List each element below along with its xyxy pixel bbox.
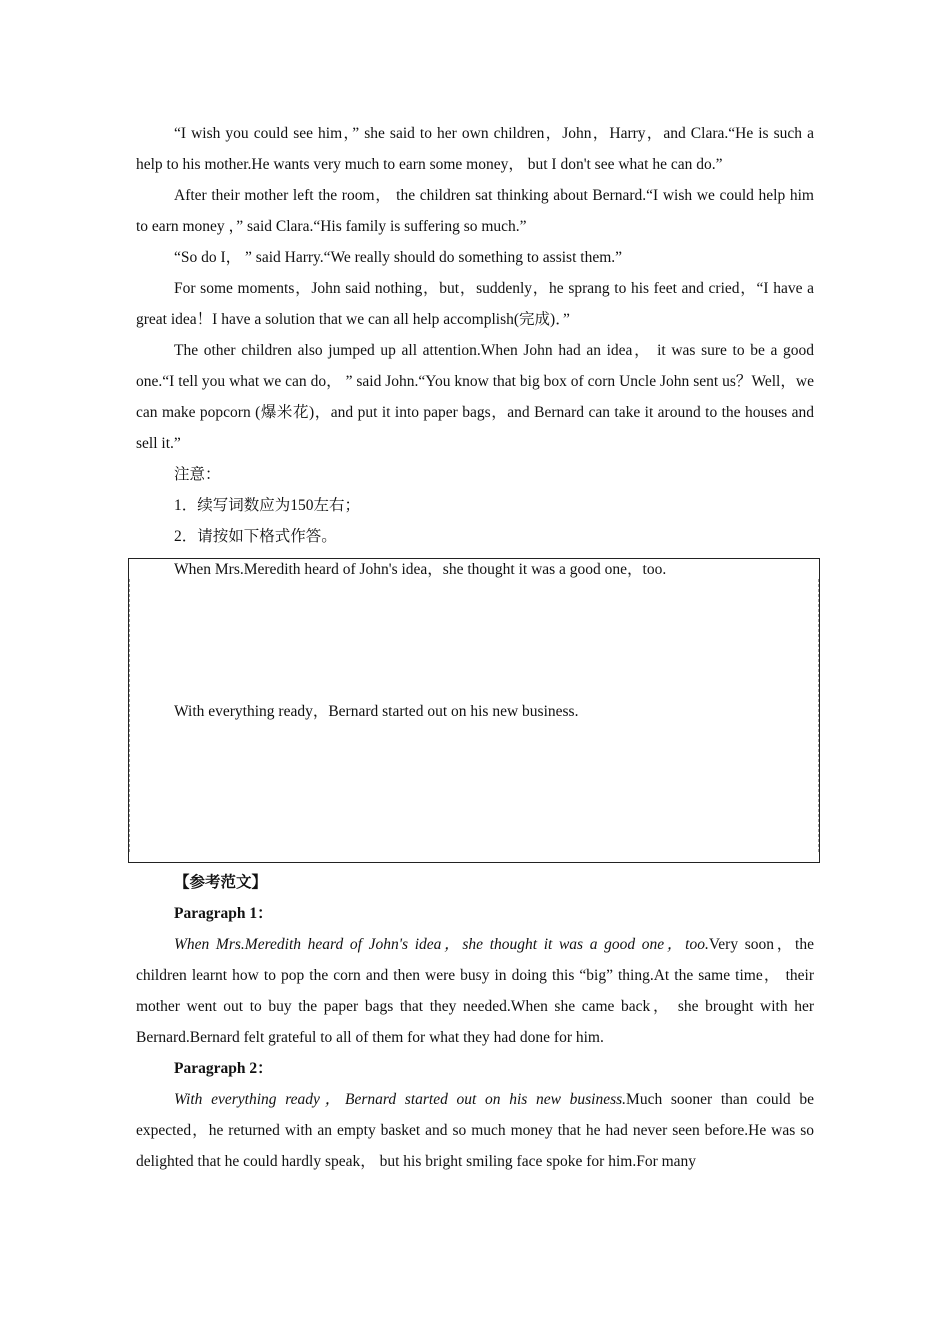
document-page: [136, 118, 814, 1177]
sample-heading: 【参考范文】: [174, 874, 268, 891]
story-paragraph-4: For some moments，John said nothing，but，suddenly，he sprang to his feet and cried，“I have a great idea！I have a solution that we can all help accomplish(完成)．”: [136, 280, 814, 328]
notes-item-1: 1．续写词数应为150左右；: [174, 497, 361, 514]
sample-paragraph-2-opening: With everything ready，Bernard started out on his new business.: [174, 1091, 627, 1108]
sample-paragraph-2: [136, 1084, 814, 1177]
answer-box-left-guide: [129, 579, 130, 852]
notes-item-2: 2．请按如下格式作答。: [174, 528, 337, 545]
story-paragraph-2: After their mother left the room， the children sat thinking about Bernard.“I wish we could help him to earn money ，” said Clara.“His family is suffering so much.”: [136, 187, 814, 235]
answer-box: [128, 558, 820, 863]
answer-box-right-guide: [818, 579, 819, 852]
answer-box-opening-line-1: When Mrs.Meredith heard of John's idea，she thought it was a good one，too.: [174, 561, 667, 578]
story-paragraph-3: “So do I， ” said Harry.“We really should do something to assist them.”: [174, 249, 623, 266]
answer-box-opening-line-2: With everything ready，Bernard started out on his new business.: [174, 703, 579, 720]
sample-paragraph-1-label: Paragraph 1：: [174, 905, 273, 922]
sample-paragraph-1-body: Very soon，the children learnt how to pop the corn and then were busy in doing this “big” thing.At the same time， their mother went out to buy the paper bags that they needed.When she came back， she brought with her Bernard.Bernard felt grateful to all of them for what they had done for him.: [136, 936, 814, 1046]
sample-paragraph-1-opening: When Mrs.Meredith heard of John's idea，she thought it was a good one，too.: [174, 936, 709, 953]
sample-paragraph-2-body: Much sooner than could be expected，he returned with an empty basket and so much money that he had never seen before.He was so delighted that he could hardly speak， but his bright smiling face spoke for him.For many: [136, 1091, 814, 1170]
sample-paragraph-2-label: Paragraph 2：: [174, 1060, 273, 1077]
story-paragraph-1: “I wish you could see him，” she said to her own children，John，Harry，and Clara.“He is such a help to his mother.He wants very much to earn some money， but I don't see what he can do.”: [136, 125, 814, 173]
notes-label: 注意：: [174, 466, 221, 483]
story-paragraph-5: The other children also jumped up all attention.When John had an idea， it was sure to be a good one.“I tell you what we can do， ” said John.“You know that big box of corn Uncle John sent us？Well，we can make popcorn (爆米花)，and put it into paper bags，and Bernard can take it around to the houses and sell it.”: [136, 342, 814, 452]
sample-paragraph-1: [136, 929, 814, 1053]
